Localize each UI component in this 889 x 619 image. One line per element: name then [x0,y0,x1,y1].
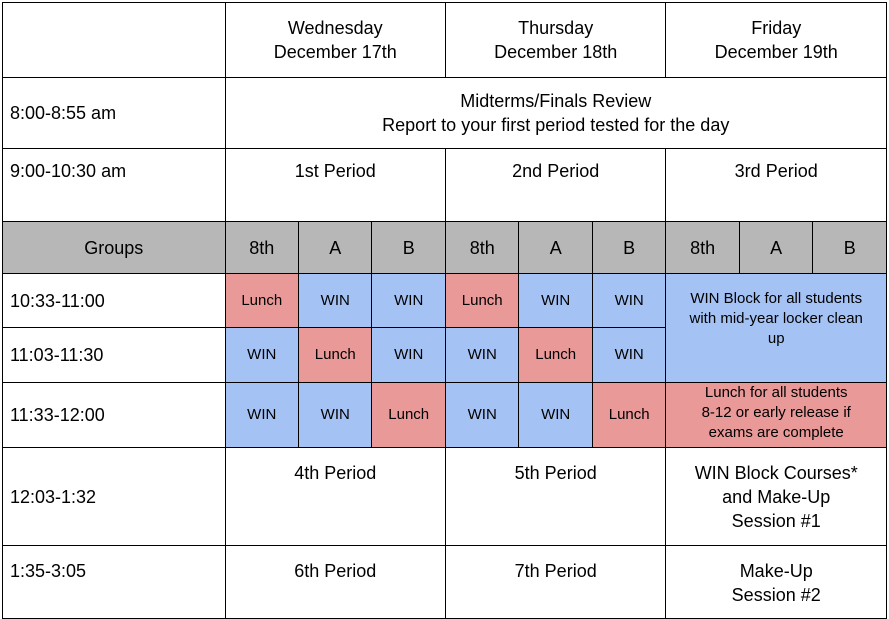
slot-cell: WIN [592,328,665,383]
win-block-line: up [767,330,785,347]
slot-cell: WIN [372,328,445,383]
day-header-wednesday [225,3,445,78]
day-date: December 18th [494,42,618,62]
slot-cell: WIN [225,328,298,383]
friday-lunch-block [666,383,887,448]
friday-win-block [666,274,887,383]
friday-line: Session #1 [731,510,821,531]
time-cell: 11:03-11:30 [3,328,226,383]
review-note: Report to your first period tested for the day [382,115,730,135]
period-cell-thursday: 5th Period [445,448,665,546]
period-row-3 [3,546,887,619]
period-cell-friday [666,546,887,619]
exam-schedule-table [2,2,887,619]
period-cell-friday [666,448,887,546]
group-col: 8th [445,222,518,274]
friday-line: Make-Up [739,561,813,581]
day-date: December 17th [273,42,397,62]
friday-line: and Make-Up [722,486,831,507]
period-cell-wednesday: 4th Period [225,448,445,546]
day-weekday: Wednesday [287,18,383,38]
slot-cell: WIN [299,274,372,328]
groups-row [3,222,887,274]
friday-line: Session #2 [731,585,821,605]
groups-label: Groups [3,222,226,274]
day-header-friday [666,3,887,78]
group-col: B [372,222,445,274]
period-cell-wednesday: 6th Period [225,546,445,619]
group-col: 8th [225,222,298,274]
win-block-line: WIN Block for all students [690,290,863,307]
time-cell: 8:00-8:55 am [3,78,226,149]
day-date: December 19th [714,42,838,62]
lunch-block-line: exams are complete [708,424,844,441]
lunch-row-1 [3,274,887,328]
slot-cell: Lunch [592,383,665,448]
slot-cell: WIN [519,274,592,328]
slot-cell: WIN [225,383,298,448]
group-col: B [592,222,665,274]
period-row-1 [3,149,887,222]
review-title: Midterms/Finals Review [460,91,652,111]
group-col: A [519,222,592,274]
header-row [3,3,887,78]
slot-cell: WIN [445,383,518,448]
slot-cell: Lunch [225,274,298,328]
slot-cell: Lunch [372,383,445,448]
corner-cell [3,3,226,78]
period-row-2 [3,448,887,546]
friday-line: WIN Block Courses* [694,462,858,483]
review-cell [225,78,886,149]
lunch-block-line: Lunch for all students [704,384,848,401]
slot-cell: WIN [445,328,518,383]
group-col: A [299,222,372,274]
win-block-line: with mid-year locker clean [689,310,863,327]
time-cell: 12:03-1:32 [3,448,226,546]
period-cell-wednesday: 1st Period [225,149,445,222]
slot-cell: WIN [372,274,445,328]
period-cell-friday: 3rd Period [666,149,887,222]
group-col: A [739,222,812,274]
review-row [3,78,887,149]
slot-cell: WIN [299,383,372,448]
slot-cell: WIN [592,274,665,328]
day-weekday: Friday [751,18,802,38]
group-col: 8th [666,222,739,274]
slot-cell: WIN [519,383,592,448]
time-cell: 1:35-3:05 [3,546,226,619]
slot-cell: Lunch [299,328,372,383]
period-cell-thursday: 7th Period [445,546,665,619]
slot-cell: Lunch [519,328,592,383]
time-cell: 11:33-12:00 [3,383,226,448]
group-col: B [813,222,887,274]
day-weekday: Thursday [518,18,594,38]
lunch-block-line: 8-12 or early release if [701,404,851,421]
time-cell: 9:00-10:30 am [3,149,226,222]
day-header-thursday [445,3,665,78]
time-cell: 10:33-11:00 [3,274,226,328]
slot-cell: Lunch [445,274,518,328]
period-cell-thursday: 2nd Period [445,149,665,222]
lunch-row-3 [3,383,887,448]
